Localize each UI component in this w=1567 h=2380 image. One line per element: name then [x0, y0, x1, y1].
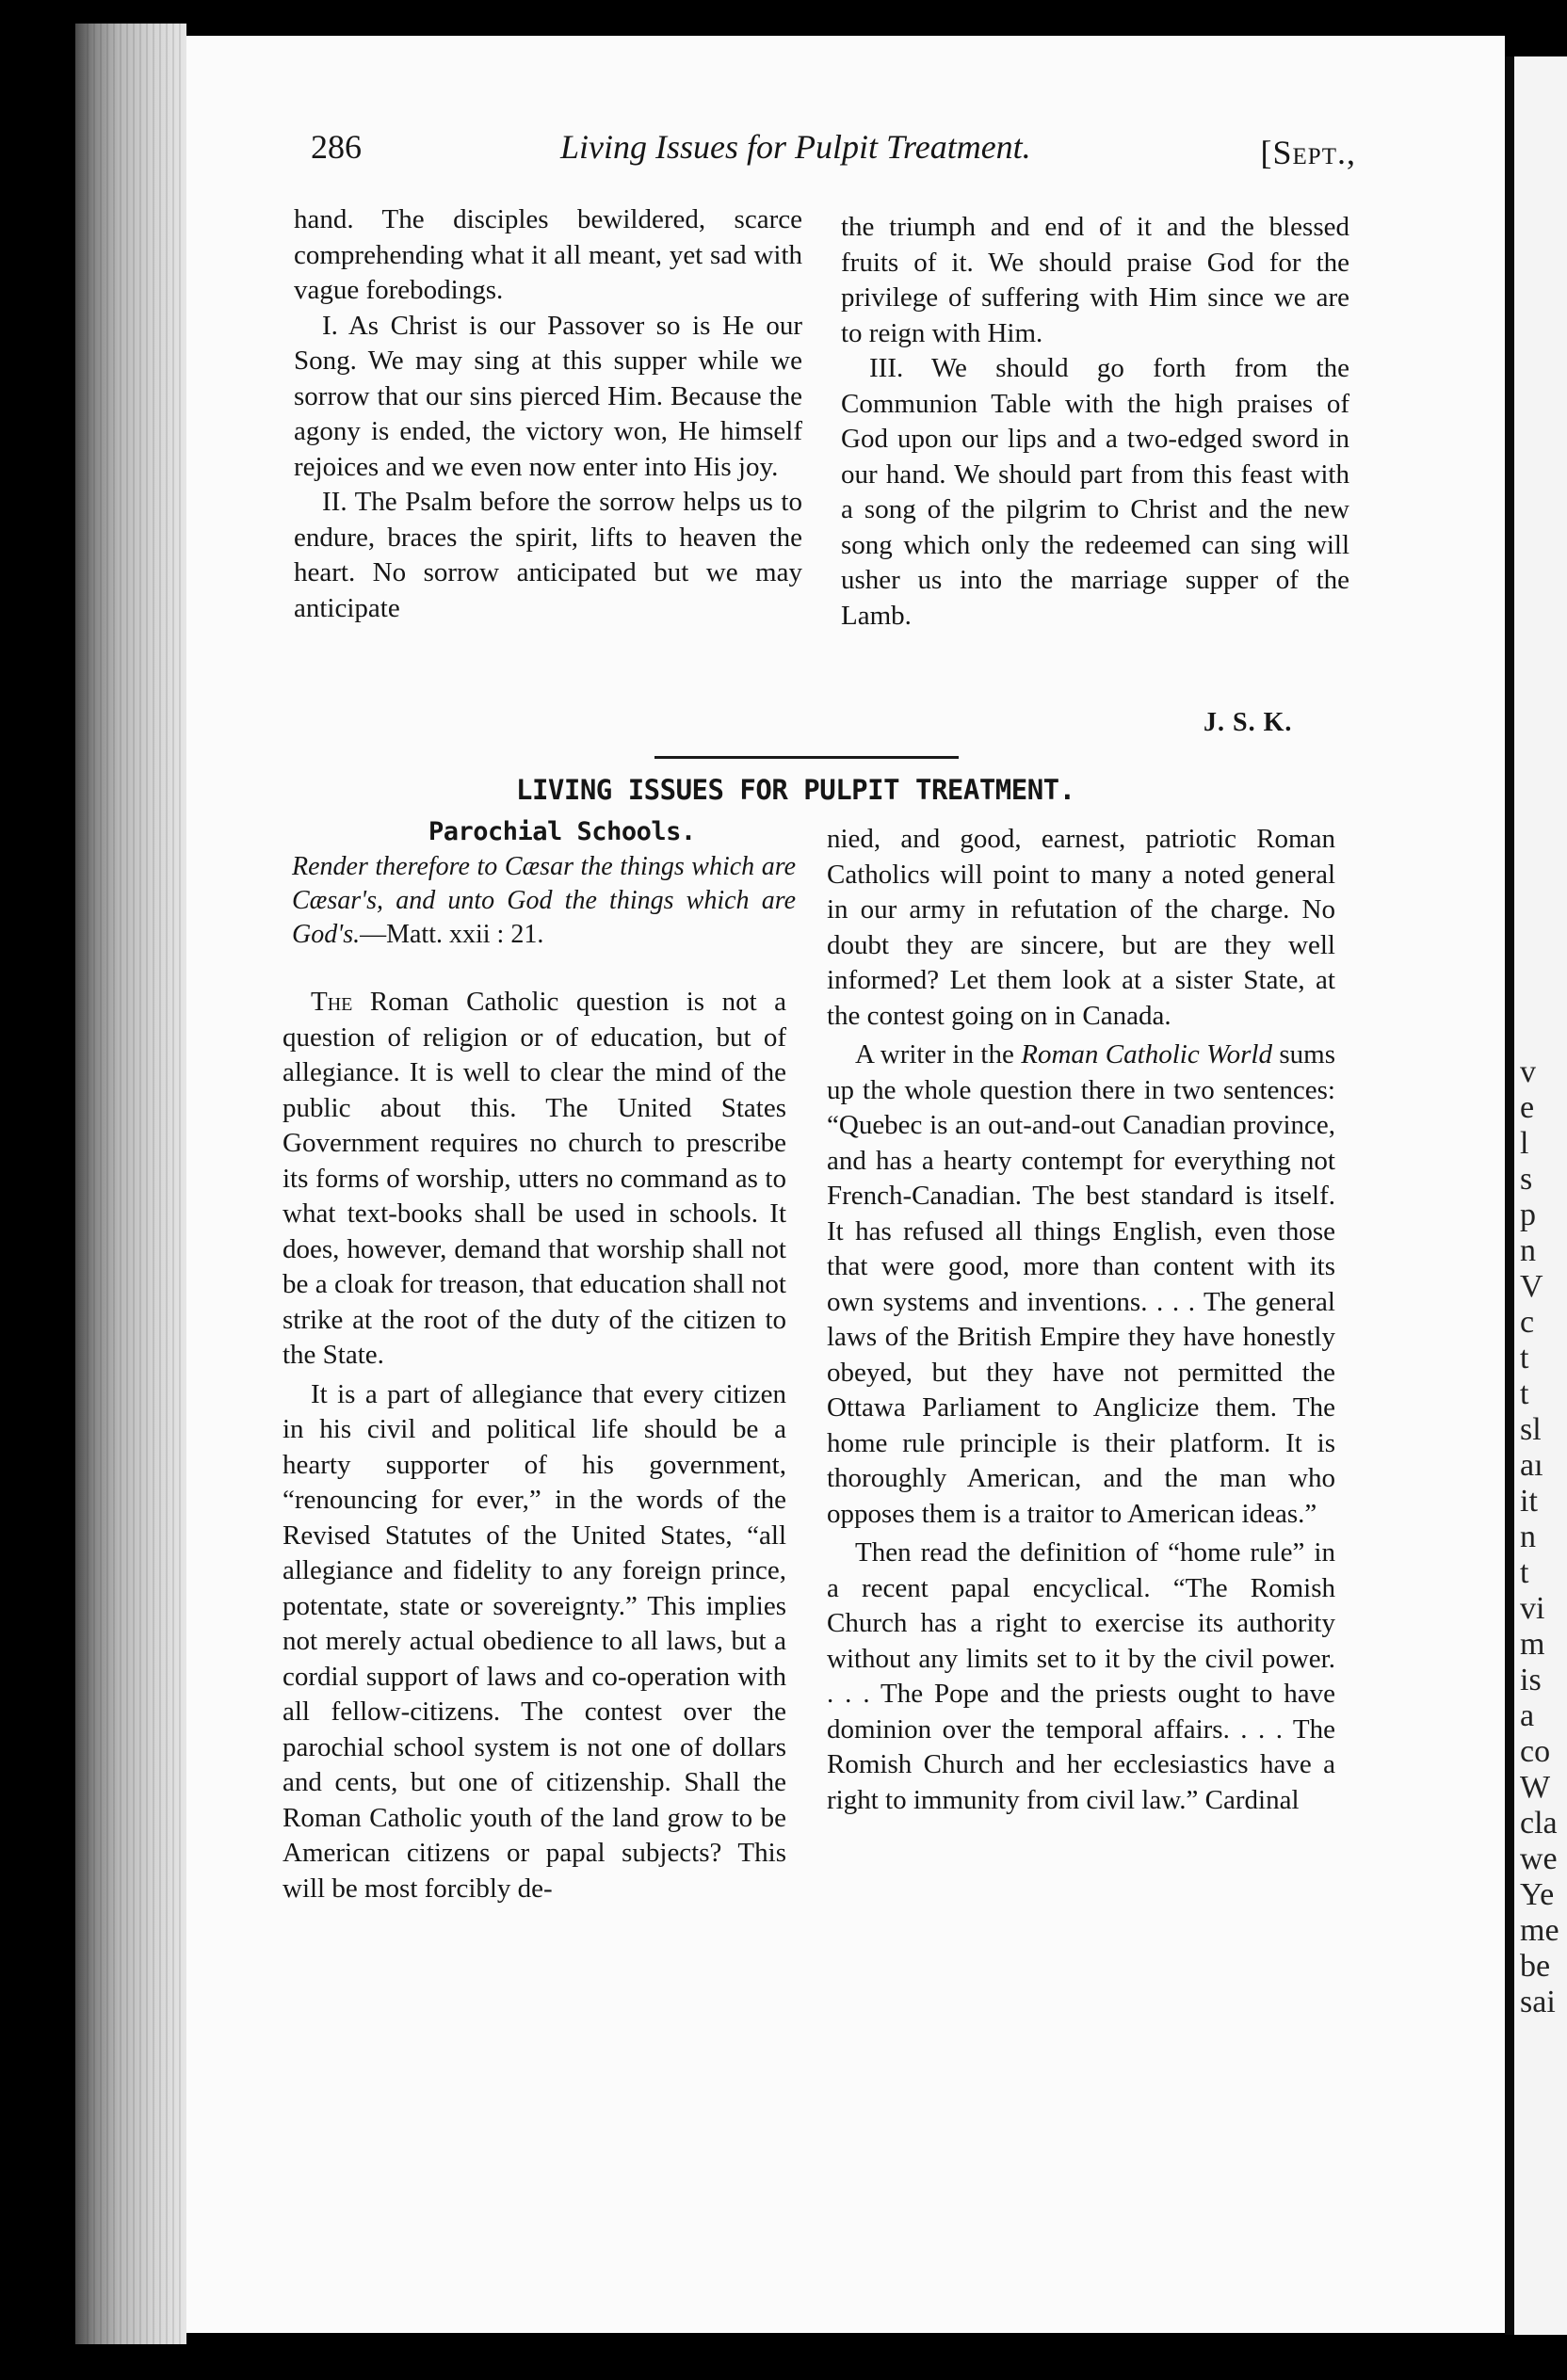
- running-title: Living Issues for Pulpit Treatment.: [560, 128, 1031, 166]
- epigraph-text: Render therefore to Cæsar the things which are Cæsar's, and unto God the things which are God's.: [292, 852, 796, 949]
- article-right-column: [827, 822, 1335, 1818]
- facing-fragment: t: [1520, 1376, 1529, 1411]
- facing-fragment: aı: [1520, 1448, 1543, 1483]
- facing-fragment: v: [1520, 1054, 1536, 1089]
- section-divider: [654, 756, 959, 759]
- facing-fragment: cla: [1520, 1806, 1558, 1841]
- facing-fragment: vi: [1520, 1591, 1545, 1626]
- article-title: Parochial Schools.: [428, 817, 696, 846]
- facing-fragment: Ye: [1520, 1877, 1555, 1912]
- paragraph: I. As Christ is our Passover so is He our Song. We may sing at this supper while we sorrow that our sins pierced Him. Because the agony is ended, the victory won, He himself rejoices and we even now enter into His joy.: [294, 310, 802, 482]
- publication-name: Roman Catholic World: [1021, 1039, 1272, 1069]
- paragraph: II. The Psalm before the sorrow helps us to endure, braces the spirit, lifts to heaven the heart. No sorrow anticipated but we may anticipate: [294, 487, 802, 623]
- facing-fragment: n: [1520, 1520, 1536, 1554]
- running-header: [311, 127, 1356, 174]
- author-initials: J. S. K.: [1204, 708, 1293, 737]
- drop-word: The: [311, 987, 353, 1017]
- facing-fragment: V: [1520, 1269, 1543, 1304]
- facing-fragment: n: [1520, 1233, 1536, 1268]
- facing-fragment: co: [1520, 1734, 1551, 1769]
- facing-fragment: t: [1520, 1555, 1529, 1590]
- facing-page-fragment: [1505, 56, 1567, 2335]
- facing-fragment: s: [1520, 1162, 1533, 1197]
- facing-fragment: we: [1520, 1841, 1558, 1876]
- epigraph-reference: —Matt. xxii : 21.: [360, 920, 544, 949]
- facing-fragment: c: [1520, 1305, 1535, 1340]
- paragraph: Then read the definition of “home rule” in a recent papal encyclical. “The Romish Church has a right to exercise its authority without any limits set to it by the civil power. . . . The Pope and the priests ought to have dominion over the temporal affairs. . . . The Romish Church and her ecclesiastics have a right to immunity from civil law.” Cardinal: [827, 1537, 1335, 1815]
- facing-fragment: e: [1520, 1090, 1535, 1125]
- facing-fragment: sl: [1520, 1412, 1542, 1447]
- epigraph: [292, 850, 796, 952]
- facing-fragment: W: [1520, 1770, 1551, 1805]
- top-left-column: [294, 202, 802, 626]
- facing-fragment: sai: [1520, 1985, 1556, 2019]
- facing-fragment: m: [1520, 1627, 1545, 1662]
- paragraph: A writer in the Roman Catholic World sums up the whole question there in two sentences: “Quebec is an out-and-out Canadian province, and has a hearty contempt for everything not French-Canadian. The best standard is itself. It has refused all things English, even those that were good, more than content with its own systems and inventions. . . . The general laws of the British Empire they have honestly obeyed, but they have not permitted the Ottawa Parliament to Anglicize them. The home rule principle is their platform. It is thoroughly American, and the man who opposes them is a traitor to American ideas.”: [827, 1039, 1336, 1529]
- facing-fragment: t: [1520, 1341, 1529, 1375]
- facing-fragment: l: [1520, 1126, 1529, 1161]
- facing-fragment: is: [1520, 1663, 1542, 1697]
- section-title: LIVING ISSUES FOR PULPIT TREATMENT.: [516, 774, 1075, 806]
- header-month: [Sept.,: [1260, 134, 1356, 171]
- paragraph: The Roman Catholic question is not a question of religion or of education, but of allegiance. It is well to clear the mind of the public about this. The United States Government requires no church to prescribe its forms of worship, utters no command as to what text-books shall be used in schools. It does, however, demand that worship shall not be a cloak for treason, that education shall not strike at the root of the duty of the citizen to the State.: [283, 987, 787, 1370]
- article-left-column: [283, 985, 786, 1906]
- facing-fragment: be: [1520, 1949, 1551, 1984]
- facing-fragment: it: [1520, 1484, 1538, 1519]
- top-right-column: [841, 210, 1349, 634]
- facing-fragment: me: [1520, 1913, 1559, 1948]
- paragraph: III. We should go forth from the Communion Table with the high praises of God upon our lips and a two-edged sword in our hand. We should part from this feast with a song of the pilgrim to Christ and the new song which only the redeemed can sing will usher us into the marriage supper of the Lamb.: [841, 353, 1349, 631]
- facing-fragment: a: [1520, 1698, 1535, 1733]
- page-number: 286: [311, 128, 362, 166]
- paragraph: the triumph and end of it and the blessed fruits of it. We should praise God for the privilege of suffering with Him since we are to reign with Him.: [841, 212, 1349, 348]
- paragraph: nied, and good, earnest, patriotic Roman Catholics will point to many a noted general in our army in refutation of the charge. No doubt they are sincere, but are they well informed? Let them look at a sister State, at the contest going on in Canada.: [827, 824, 1335, 1031]
- paragraph: hand. The disciples bewildered, scarce comprehending what it all meant, yet sad with vague forebodings.: [294, 204, 802, 305]
- paragraph: It is a part of allegiance that every citizen in his civil and political life should be a hearty supporter of his government, “renouncing for ever,” in the words of the Revised Statutes of the United States, “all allegiance and fidelity to any foreign prince, potentate, state or sovereignty.” This implies not merely actual obedience to all laws, but a cordial support of laws and co-operation with all fellow-citizens. The contest over the parochial school system is not one of dollars and cents, but one of citizenship. Shall the Roman Catholic youth of the land grow to be American citizens or papal subjects? This will be most forcibly de-: [283, 1378, 786, 1904]
- page-edges: [87, 24, 181, 2344]
- facing-fragment: p: [1520, 1198, 1536, 1232]
